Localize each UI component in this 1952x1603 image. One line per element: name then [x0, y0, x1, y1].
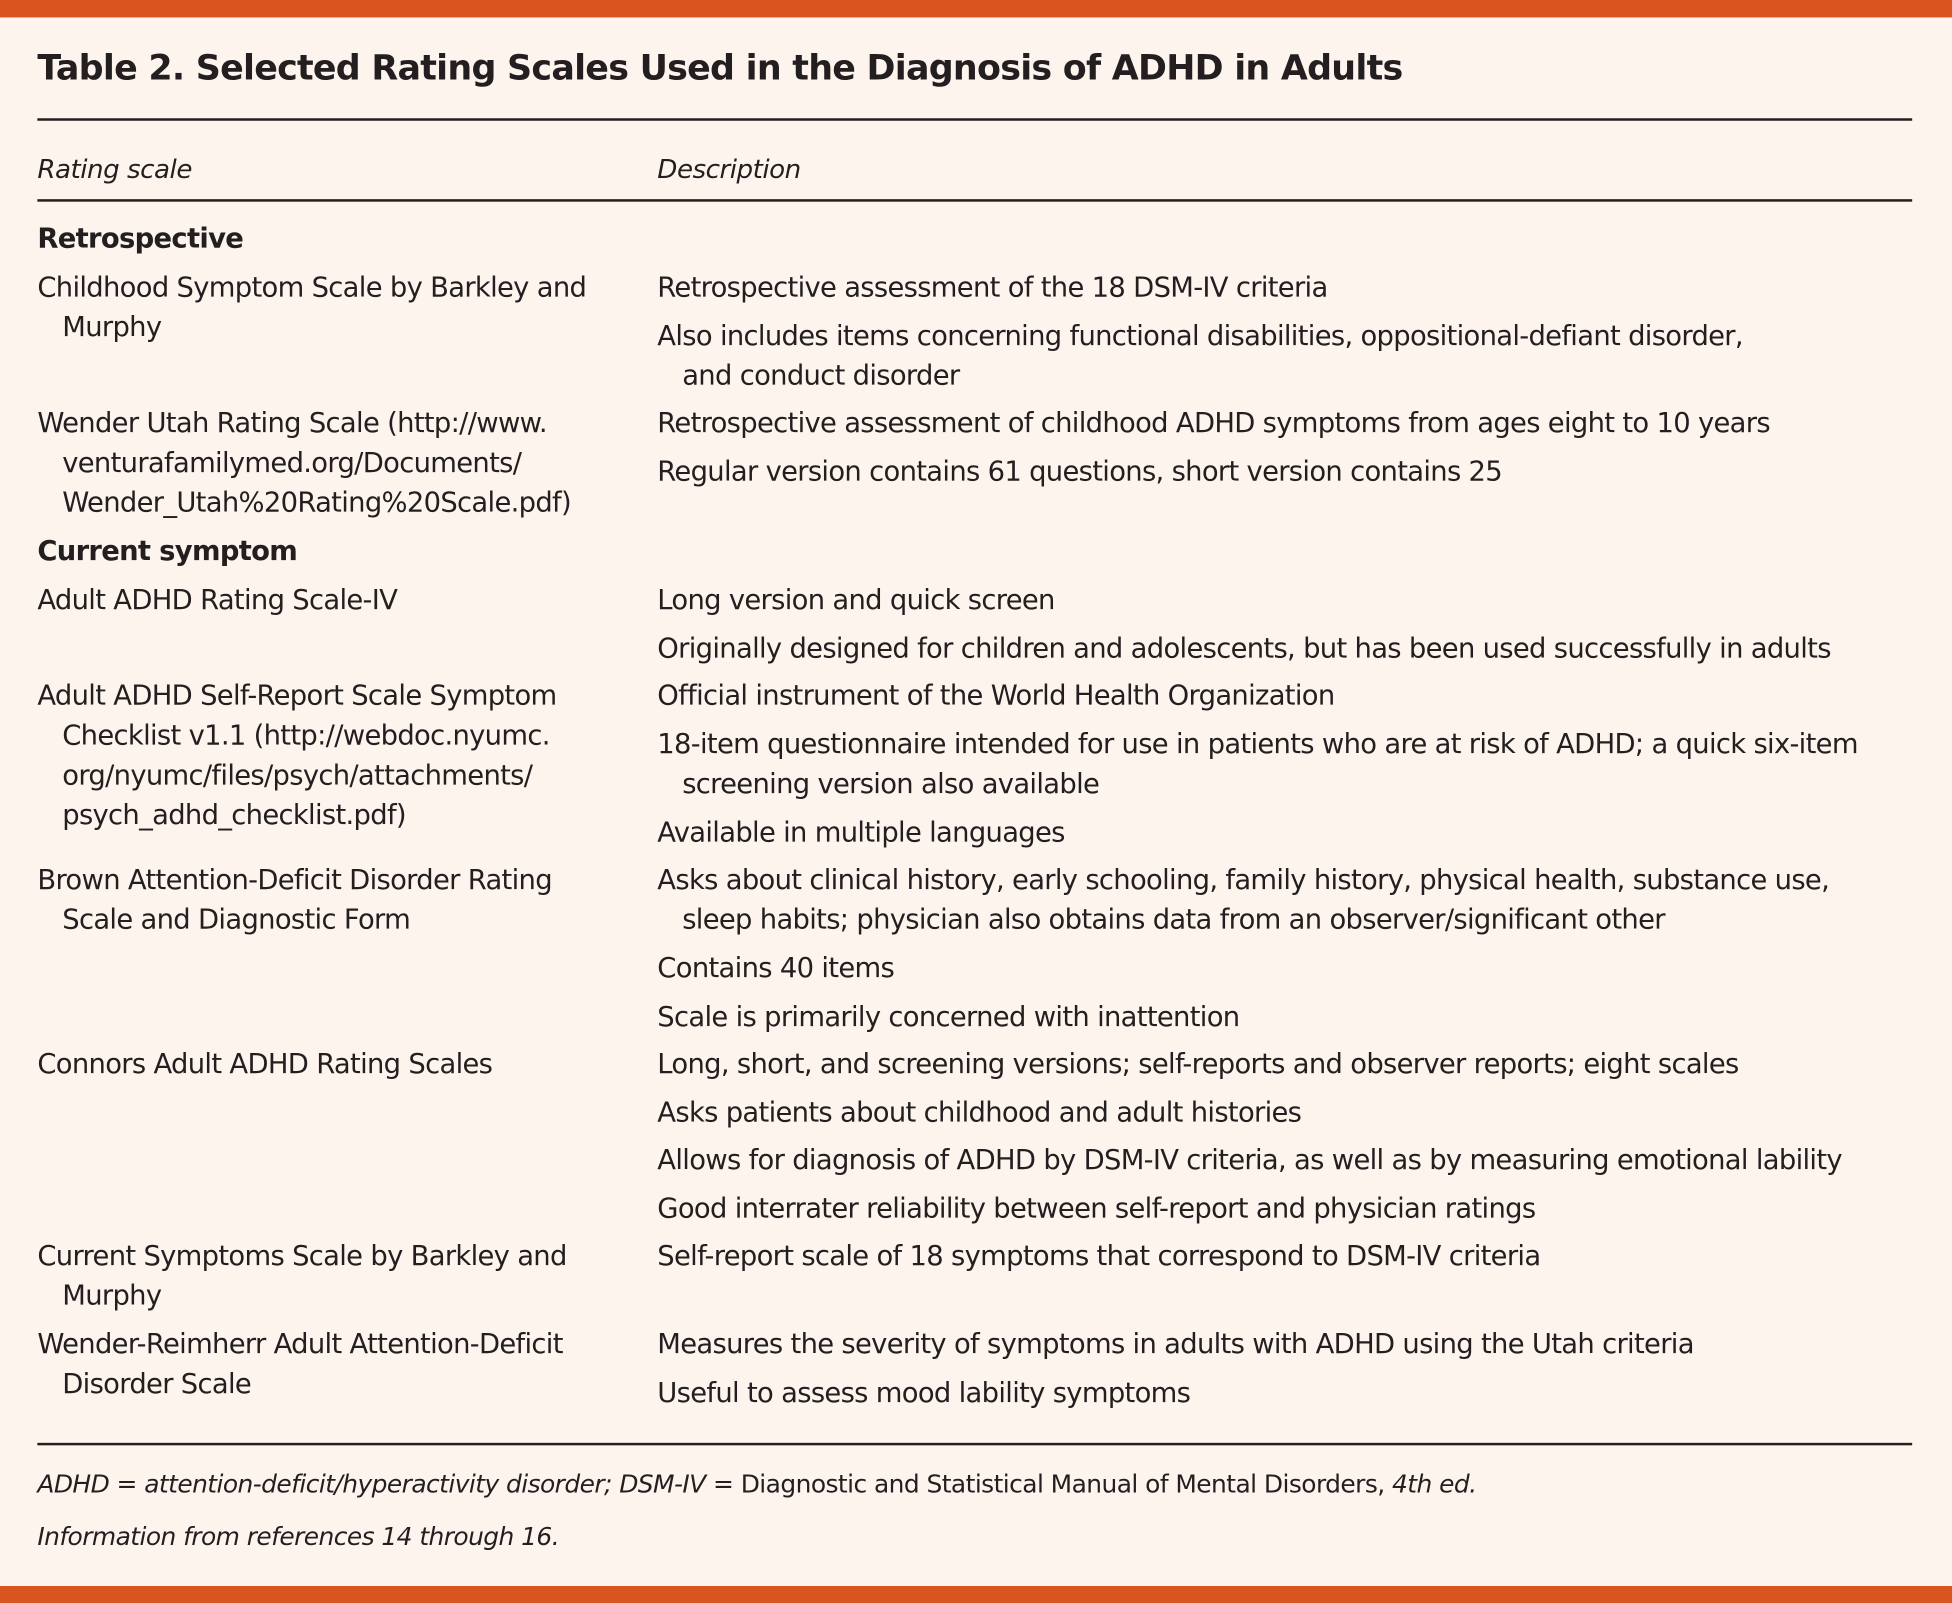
scale-name-line: Adult ADHD Self-Report Scale Symptom: [37, 680, 557, 713]
description-line: Measures the severity of symptoms in adults with ADHD using the Utah criteria: [657, 1329, 1694, 1361]
rating-scale-name: [37, 677, 556, 836]
rating-scale-name: [37, 1046, 492, 1086]
table-title: Table 2. Selected Rating Scales Used in the Diagnosis of ADHD in Adults: [37, 47, 1403, 89]
description-line: screening version also available: [682, 768, 1100, 801]
bottom-accent-bar: [0, 1586, 1952, 1603]
section-heading: Retrospective: [37, 224, 244, 256]
description-line: Good interrater reliability between self-report and physician ratings: [657, 1193, 1536, 1226]
description-line: Asks about clinical history, early schooling, family history, physical health, substance use,: [657, 865, 1830, 897]
description-item: [657, 269, 1327, 309]
description-item: [657, 581, 1054, 621]
description-item: [657, 453, 1502, 493]
header-rule: [37, 199, 1912, 201]
description-item: [657, 405, 1770, 445]
description-line: Regular version contains 61 questions, short version contains 25: [657, 456, 1503, 488]
scale-name-line: Murphy: [62, 1281, 162, 1313]
title-rule: [37, 118, 1912, 120]
top-accent-bar: [0, 0, 1952, 17]
column-header-description: Description: [657, 154, 801, 185]
scale-name-line: Wender-Reimherr Adult Attention-Deficit: [37, 1329, 563, 1361]
scale-name-line: Adult ADHD Rating Scale-IV: [37, 585, 398, 617]
description-item: [657, 1046, 1738, 1086]
rating-scale-name: [37, 269, 586, 349]
description-line: Asks patients about childhood and adult histories: [657, 1097, 1302, 1129]
description-line: Long, short, and screening versions; self-reports and observer reports; eight scales: [657, 1049, 1739, 1081]
description-item: [657, 814, 1064, 854]
description-line: Useful to assess mood lability symptoms: [657, 1377, 1191, 1409]
description-line: Retrospective assessment of the 18 DSM-IV criteria: [657, 272, 1328, 304]
description-line: Available in multiple languages: [657, 817, 1065, 849]
footnote-abbreviations: [37, 1469, 1476, 1499]
description-line: 18-item questionnaire intended for use in patients who are at risk of ADHD; a quick six-item: [657, 729, 1858, 761]
footer-rule: [37, 1443, 1912, 1445]
description-item: [657, 677, 1334, 717]
rating-scale-name: [37, 405, 571, 525]
description-item: [657, 998, 1239, 1038]
scale-name-line: Wender_Utah%20Rating%20Scale.pdf): [62, 488, 572, 520]
description-item: [657, 950, 894, 990]
scale-name-line: Murphy: [62, 312, 162, 344]
description-line: Originally designed for children and adolescents, but has been used successfully in adults: [657, 633, 1831, 665]
description-line: and conduct disorder: [682, 360, 960, 392]
scale-name-line: Connors Adult ADHD Rating Scales: [37, 1049, 493, 1081]
column-header-rating-scale: Rating scale: [37, 154, 192, 185]
description-item: [657, 1326, 1693, 1366]
description-item: [657, 861, 1829, 941]
description-line: Long version and quick screen: [657, 585, 1055, 617]
description-line: Official instrument of the World Health Organization: [657, 680, 1335, 713]
scale-name-line: Childhood Symptom Scale by Barkley and: [37, 272, 587, 304]
description-item: [657, 1094, 1301, 1134]
scale-name-line: Checklist v1.1 (http://webdoc.nyumc.: [62, 720, 550, 752]
scale-name-line: Current Symptoms Scale by Barkley and: [37, 1241, 567, 1273]
footnote-edition: 4th ed.: [1392, 1468, 1477, 1499]
description-item: [657, 1374, 1190, 1414]
rating-scale-name: [37, 581, 397, 621]
scale-name-line: venturafamilymed.org/Documents/: [62, 448, 522, 480]
section-heading: Current symptom: [37, 536, 298, 568]
description-line: sleep habits; physician also obtains data from an observer/significant other: [682, 905, 1665, 937]
description-line: Scale is primarily concerned with inattention: [657, 1002, 1240, 1034]
scale-name-line: Brown Attention-Deficit Disorder Rating: [37, 865, 552, 897]
footnote-manual-title: Diagnostic and Statistical Manual of Mental Disorders,: [740, 1468, 1385, 1499]
description-item: [657, 630, 1830, 670]
footnote-abbrev-text: ADHD = attention-deficit/hyperactivity disorder; DSM-IV =: [37, 1468, 734, 1499]
description-line: Retrospective assessment of childhood ADHD symptoms from ages eight to 10 years: [657, 408, 1770, 440]
rating-scale-name: [37, 861, 552, 941]
description-line: Self-report scale of 18 symptoms that correspond to DSM-IV criteria: [657, 1241, 1541, 1273]
description-item: [657, 1190, 1535, 1230]
footnote-source: Information from references 14 through 16.: [37, 1521, 560, 1552]
scale-name-line: org/nyumc/files/psych/attachments/: [62, 760, 533, 792]
scale-name-line: Disorder Scale: [62, 1369, 252, 1401]
description-line: Allows for diagnosis of ADHD by DSM-IV criteria, as well as by measuring emotional lability: [657, 1145, 1842, 1177]
description-line: Also includes items concerning functional disabilities, oppositional-defiant disorder,: [657, 320, 1743, 352]
rating-scale-name: [37, 1237, 566, 1317]
scale-name-line: psych_adhd_checklist.pdf): [62, 800, 406, 832]
description-item: [657, 317, 1743, 397]
description-line: Contains 40 items: [657, 953, 895, 985]
scale-name-line: Scale and Diagnostic Form: [62, 905, 411, 937]
description-item: [657, 1237, 1540, 1277]
scale-name-line: Wender Utah Rating Scale (http://www.: [37, 408, 547, 440]
description-item: [657, 725, 1858, 805]
rating-scale-name: [37, 1326, 562, 1406]
description-item: [657, 1142, 1842, 1182]
